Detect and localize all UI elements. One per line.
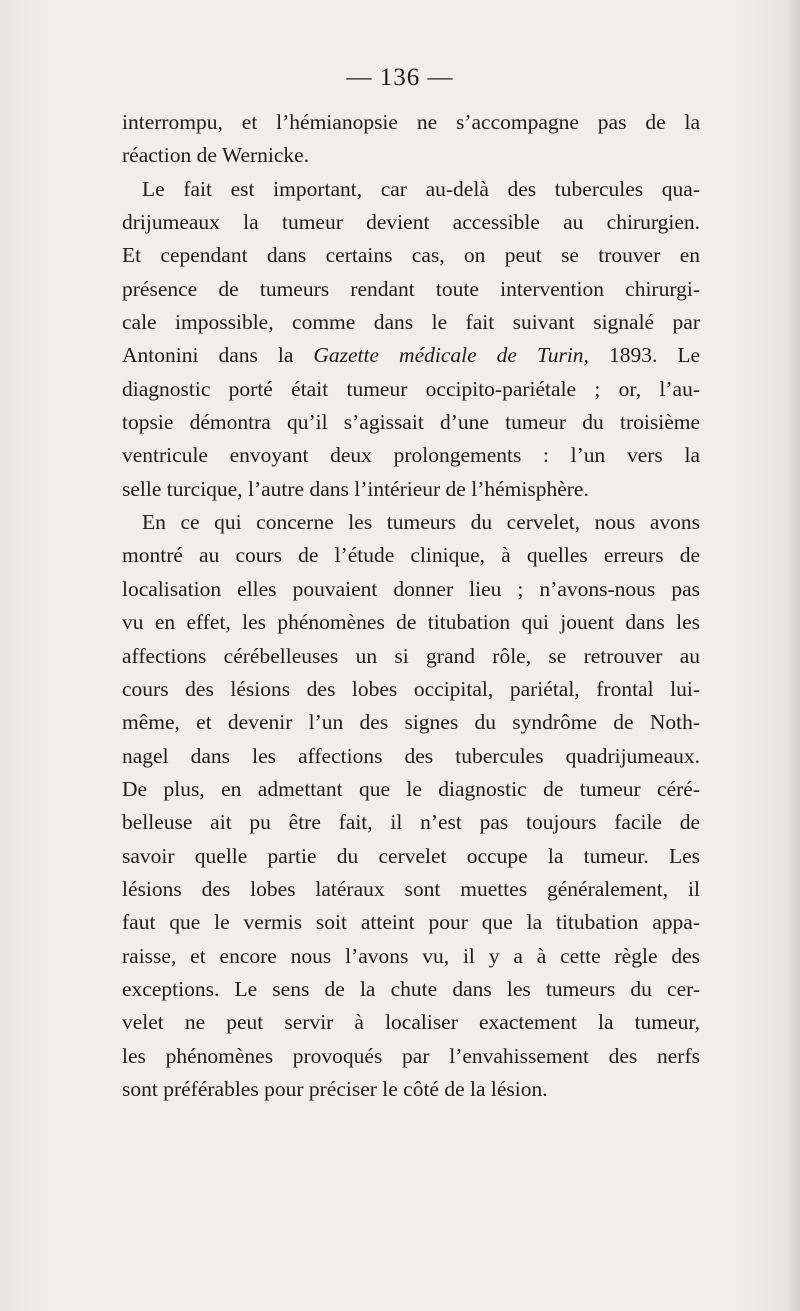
text-line: [122, 573, 700, 606]
text-segment: De plus, en admettant que le diagnostic de tumeur céré-: [122, 776, 700, 801]
text-line: [122, 806, 700, 839]
text-line: [122, 139, 700, 172]
text-line: [122, 306, 700, 339]
text-segment: affections cérébelleuses un si grand rôle, se retrouver au: [122, 643, 700, 668]
text-line: [122, 439, 700, 472]
text-segment: En ce qui concerne les tumeurs du cervelet, nous avons: [142, 510, 700, 535]
text-segment: diagnostic porté était tumeur occipito-pariétale ; or, l’au-: [122, 376, 700, 401]
text-segment: raisse, et encore nous l’avons vu, il y a à cette règle des: [122, 943, 700, 968]
text-line: [122, 506, 700, 539]
text-segment: exceptions. Le sens de la chute dans les tumeurs du cer-: [122, 976, 700, 1001]
text-line: [122, 406, 700, 439]
text-line: [122, 106, 700, 139]
text-segment: faut que le vermis soit atteint pour que la titubation appa-: [122, 910, 700, 935]
text-line: [122, 339, 700, 372]
text-line: [122, 973, 700, 1006]
text-segment: localisation elles pouvaient donner lieu ; n’avons-nous pas: [122, 576, 700, 601]
text-segment: même, et devenir l’un des signes du syndrôme de Noth-: [122, 710, 700, 735]
text-line: [122, 1073, 700, 1106]
text-line: [122, 206, 700, 239]
text-line: [122, 740, 700, 773]
text-segment: selle turcique, l’autre dans l’intérieur de l’hémisphère.: [122, 476, 589, 501]
text-line: [122, 239, 700, 272]
text-line: [122, 640, 700, 673]
text-line: [122, 906, 700, 939]
text-line: [122, 1006, 700, 1039]
text-line: [122, 1040, 700, 1073]
text-segment: vu en effet, les phénomènes de titubation qui jouent dans les: [122, 610, 700, 635]
body-text: [122, 106, 700, 1106]
text-segment: montré au cours de l’étude clinique, à quelles erreurs de: [122, 543, 700, 568]
text-segment: présence de tumeurs rendant toute intervention chirurgi-: [122, 276, 700, 301]
text-segment: savoir quelle partie du cervelet occupe la tumeur. Les: [122, 843, 700, 868]
text-segment: Et cependant dans certains cas, on peut se trouver en: [122, 243, 700, 268]
text-line: [122, 273, 700, 306]
text-line: [122, 673, 700, 706]
text-line: [122, 840, 700, 873]
text-segment: belleuse ait pu être fait, il n’est pas toujours facile de: [122, 810, 700, 835]
text-segment: lésions des lobes latéraux sont muettes généralement, il: [122, 876, 700, 901]
text-line: [122, 773, 700, 806]
text-line: [122, 940, 700, 973]
text-segment: 1893. Le: [588, 343, 700, 368]
text-segment: nagel dans les affections des tubercules quadrijumeaux.: [122, 743, 700, 768]
text-segment: interrompu, et l’hémianopsie ne s’accompagne pas de la: [122, 110, 700, 134]
journal-title: Gazette médicale de Turin,: [313, 343, 589, 368]
text-segment: velet ne peut servir à localiser exactement la tumeur,: [122, 1010, 700, 1035]
text-line: [122, 373, 700, 406]
text-segment: cale impossible, comme dans le fait suivant signalé par: [122, 310, 700, 335]
text-line: [122, 473, 700, 506]
text-segment: sont préférables pour préciser le côté de la lésion.: [122, 1076, 548, 1101]
text-segment: ventricule envoyant deux prolongements : l’un vers la: [122, 443, 700, 468]
page-edge-shadow: [786, 0, 800, 1311]
text-segment: les phénomènes provoqués par l’envahissement des nerfs: [122, 1043, 700, 1068]
text-segment: réaction de Wernicke.: [122, 143, 310, 168]
text-line: [122, 706, 700, 739]
text-segment: Le fait est important, car au-delà des tubercules qua-: [142, 176, 700, 201]
text-segment: topsie démontra qu’il s’agissait d’une tumeur du troisième: [122, 410, 700, 435]
text-line: [122, 873, 700, 906]
page-number: — 136 —: [346, 64, 454, 91]
text-segment: Antonini dans la: [122, 343, 314, 368]
text-line: [122, 606, 700, 639]
text-segment: drijumeaux la tumeur devient accessible au chirurgien.: [122, 210, 700, 235]
text-line: [122, 539, 700, 572]
text-segment: cours des lésions des lobes occipital, pariétal, frontal lui-: [122, 676, 700, 701]
text-line: [122, 173, 700, 206]
